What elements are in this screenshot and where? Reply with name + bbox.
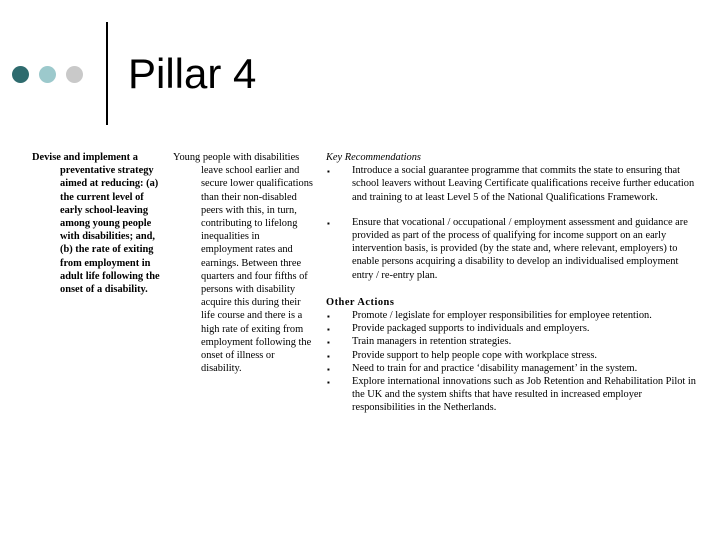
list-item: ▪ Provide support to help people cope with workplace stress. bbox=[326, 349, 696, 362]
list-item: ▪ Need to train for and practice ‘disability management’ in the system. bbox=[326, 362, 696, 375]
bullet-icon: ▪ bbox=[327, 218, 330, 228]
bullet-icon: ▪ bbox=[327, 325, 330, 335]
recommendations-column bbox=[326, 151, 696, 415]
title-dot-grey bbox=[66, 66, 83, 83]
title-dot-teal bbox=[39, 66, 56, 83]
other-actions-list bbox=[326, 309, 696, 415]
bullet-icon: ▪ bbox=[327, 351, 330, 361]
list-item: ▪ Explore international innovations such as Job Retention and Rehabilitation Pilot in the UK and the system shifts that have resulted in increased employer responsibilities in the Netherlands. bbox=[327, 376, 696, 414]
list-item: ▪ Promote / legislate for employer responsibilities for employee retention. bbox=[326, 309, 696, 322]
bullet-icon: ▪ bbox=[327, 378, 330, 388]
bullet-icon: ▪ bbox=[327, 312, 330, 322]
pillar-objective: Devise and implement a preventative strategy aimed at reducing: (a) the current level of early school-leaving among young people with disabilities; and, (b) the rate of exiting from employment in adult life following the onset of a disability. bbox=[32, 152, 160, 296]
bullet-icon: ▪ bbox=[327, 167, 330, 177]
pillar-rationale: Young people with disabilities leave school earlier and secure lower qualifications than their non-disabled peers with this, in turn, contributing to lifelong inequalities in employment rates and earnings. Between three quarters and four fifths of persons with disability acquire this during their life course and there is a high rate of exiting from employment following the onset of illness or disability. bbox=[173, 152, 313, 375]
list-item: ▪ Train managers in retention strategies. bbox=[326, 335, 696, 348]
title-dot-dark bbox=[12, 66, 29, 83]
title-divider bbox=[106, 22, 108, 125]
list-item: ▪ Ensure that vocational / occupational / employment assessment and guidance are provided as part of the process of qualifying for income support on an early intervention basis, is provided (by the state and, where relevant, employers) to enable persons acquiring a disability to develop an individualised employment entry / re-entry plan. bbox=[327, 216, 688, 281]
bullet-icon: ▪ bbox=[327, 338, 330, 348]
list-item: ▪ Introduce a social guarantee programme that commits the state to ensuring that school leavers without Leaving Certificate qualifications receive further education and training to at least Level 5 of the National Qualifications Framework. bbox=[327, 165, 695, 203]
slide-title: Pillar 4 bbox=[128, 50, 257, 97]
other-actions-heading: Other Actions bbox=[326, 296, 395, 308]
key-recommendations-list bbox=[326, 164, 696, 282]
key-recommendations-heading: Key Recommendations bbox=[326, 152, 421, 163]
list-item: ▪ Provide packaged supports to individuals and employers. bbox=[326, 322, 696, 335]
bullet-icon: ▪ bbox=[327, 364, 330, 374]
